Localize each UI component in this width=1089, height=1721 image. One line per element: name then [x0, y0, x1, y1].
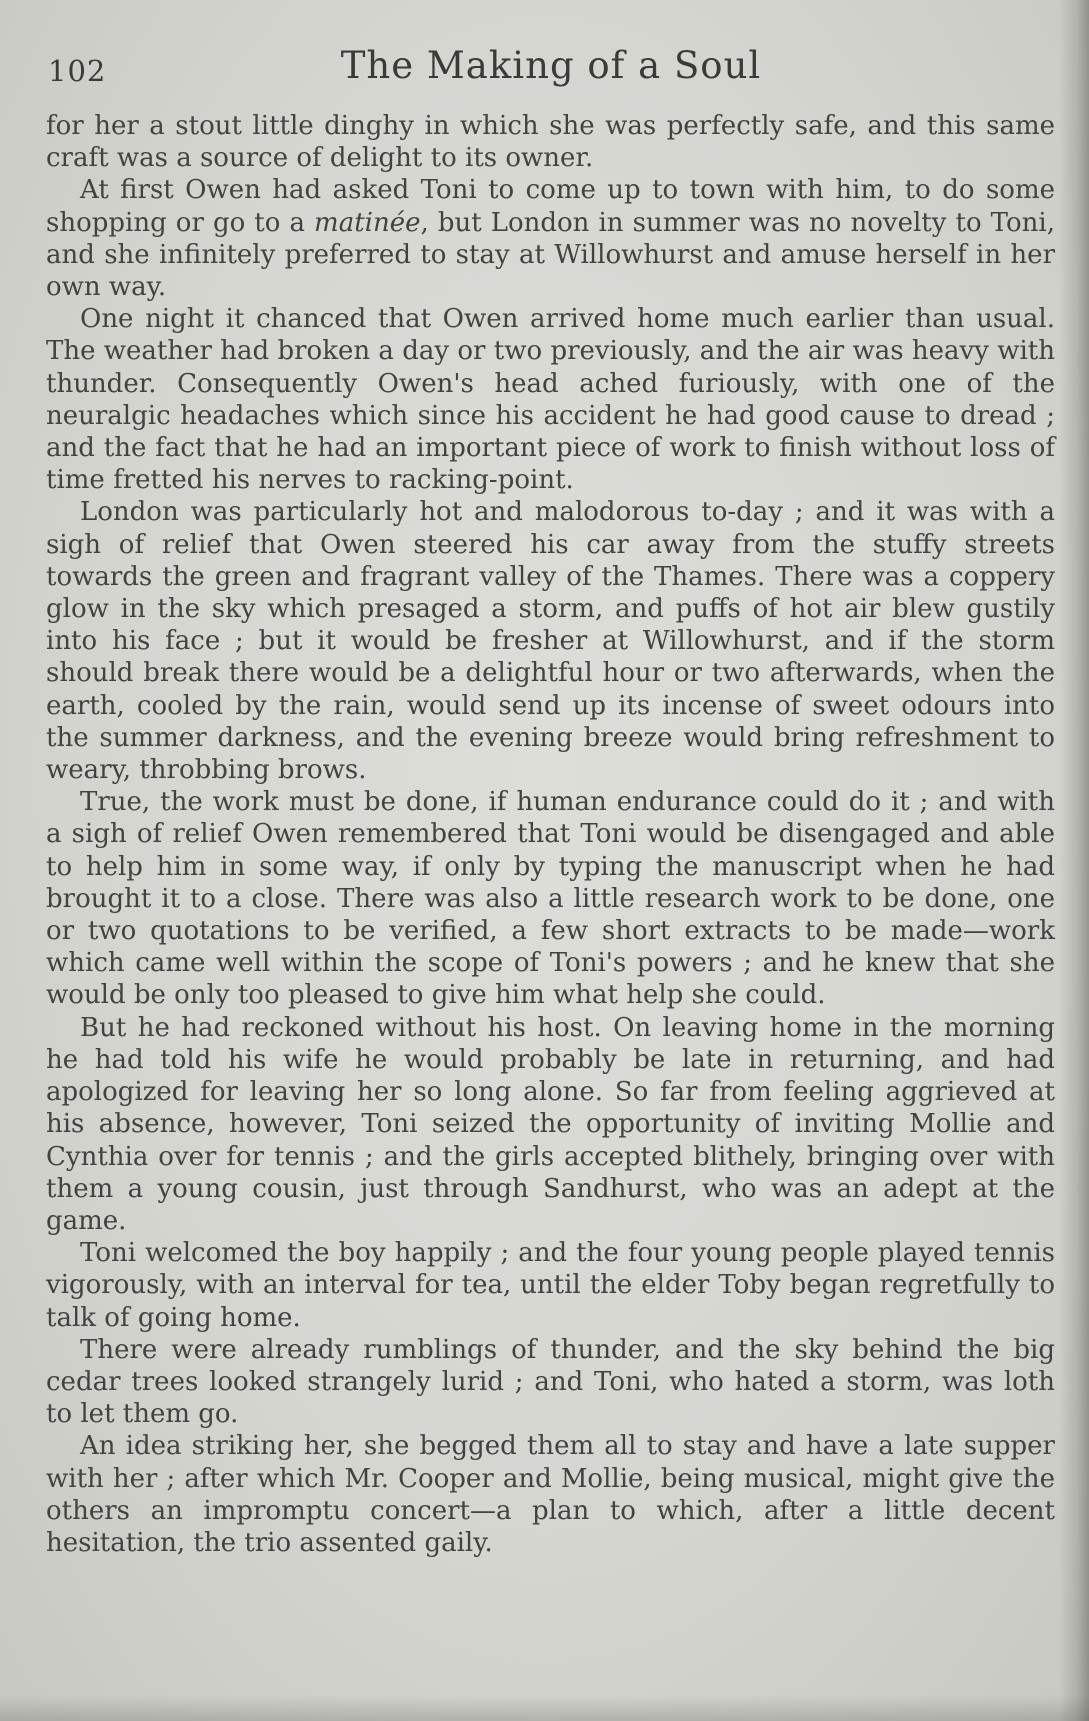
running-title: The Making of a Soul — [340, 44, 762, 87]
italic-word-matinee: matinée — [314, 207, 421, 238]
paragraph-3 — [46, 303, 1055, 496]
paragraph-text: One night it chanced that Owen arrived home much earlier than usual. The weather had broken a day or two previously, and the air was heavy with thunder. Consequently Owen's head ached furiously, with one of the neuralgic headaches which since his accident he had good cause to dread ; and the fact that he had an important piece of work to finish without loss of time fretted his nerves to racking-point. — [46, 304, 1055, 496]
page-header — [48, 38, 1054, 94]
paragraph-text: for her a stout little dinghy in which she was perfectly safe, and this same craft was a source of delight to its owner. — [46, 111, 1055, 174]
paragraph-9 — [46, 1430, 1055, 1559]
paragraph-text: But he had reckoned without his host. On leaving home in the morning he had told his wife he would probably be late in returning, and had apologized for leaving her so long alone. So far from feeling aggrieved at his absence, however, Toni seized the opportunity of inviting Mollie and Cynthia over for tennis ; and the girls accepted blithely, bringing over with them a young cousin, just through Sandhurst, who was an adept at the game. — [46, 1012, 1055, 1236]
paragraph-text: London was particularly hot and malodorous to-day ; and it was with a sigh of relief that Owen steered his car away from the stuffy streets towards the green and fragrant valley of the Thames. There was a coppery glow in the sky which presaged a storm, and puffs of hot air blew gustily into his face ; but it would be fresher at Willowhurst, and if the storm should break there would be a delightful hour or two afterwards, when the earth, cooled by the rain, would send up its incense of sweet odours into the summer darkness, and the evening breeze would bring refreshment to weary, throbbing brows. — [46, 497, 1055, 786]
page-edge-shadow — [1059, 0, 1089, 1721]
paragraph-text: An idea striking her, she begged them all to stay and have a late supper with her ; after which Mr. Cooper and Mollie, being musical, might give the others an impromptu concert—a plan to which, after a little decent hesitation, the trio assented gaily. — [46, 1431, 1055, 1558]
paragraph-1 — [46, 110, 1055, 174]
paragraph-text: , but London in summer was no novelty to Toni, and she infinitely preferred to stay at Willowhurst and amuse herself in her own way. — [46, 207, 1055, 303]
paragraph-8 — [46, 1334, 1055, 1431]
body-text — [46, 110, 1055, 1559]
paragraph-text: Toni welcomed the boy happily ; and the four young people played tennis vigorously, with an interval for tea, until the elder Toby began regretfully to talk of going home. — [46, 1238, 1055, 1333]
page-bottom-shadow — [0, 1695, 1089, 1721]
paragraph-text: True, the work must be done, if human endurance could do it ; and with a sigh of relief Owen remembered that Toni would be disengaged and able to help him in some way, if only by typing the manuscript when he had brought it to a close. There was also a little research work to be done, one or two quotations to be verified, a few short extracts to be made—work which came well within the scope of Toni's powers ; and he knew that she would be only too pleased to give him what help she could. — [46, 787, 1055, 1011]
page-number: 102 — [48, 54, 107, 88]
paragraph-7 — [46, 1237, 1055, 1334]
paragraph-6 — [46, 1012, 1055, 1237]
paragraph-5 — [46, 786, 1055, 1011]
paragraph-4 — [46, 496, 1055, 786]
paragraph-text: At first Owen had asked Toni to come up to town with him, to do some shopping or go to a — [46, 175, 1055, 238]
paragraph-text: There were already rumblings of thunder, and the sky behind the big cedar trees looked strangely lurid ; and Toni, who hated a storm, was loth to let them go. — [46, 1334, 1055, 1430]
paragraph-2 — [46, 174, 1055, 303]
